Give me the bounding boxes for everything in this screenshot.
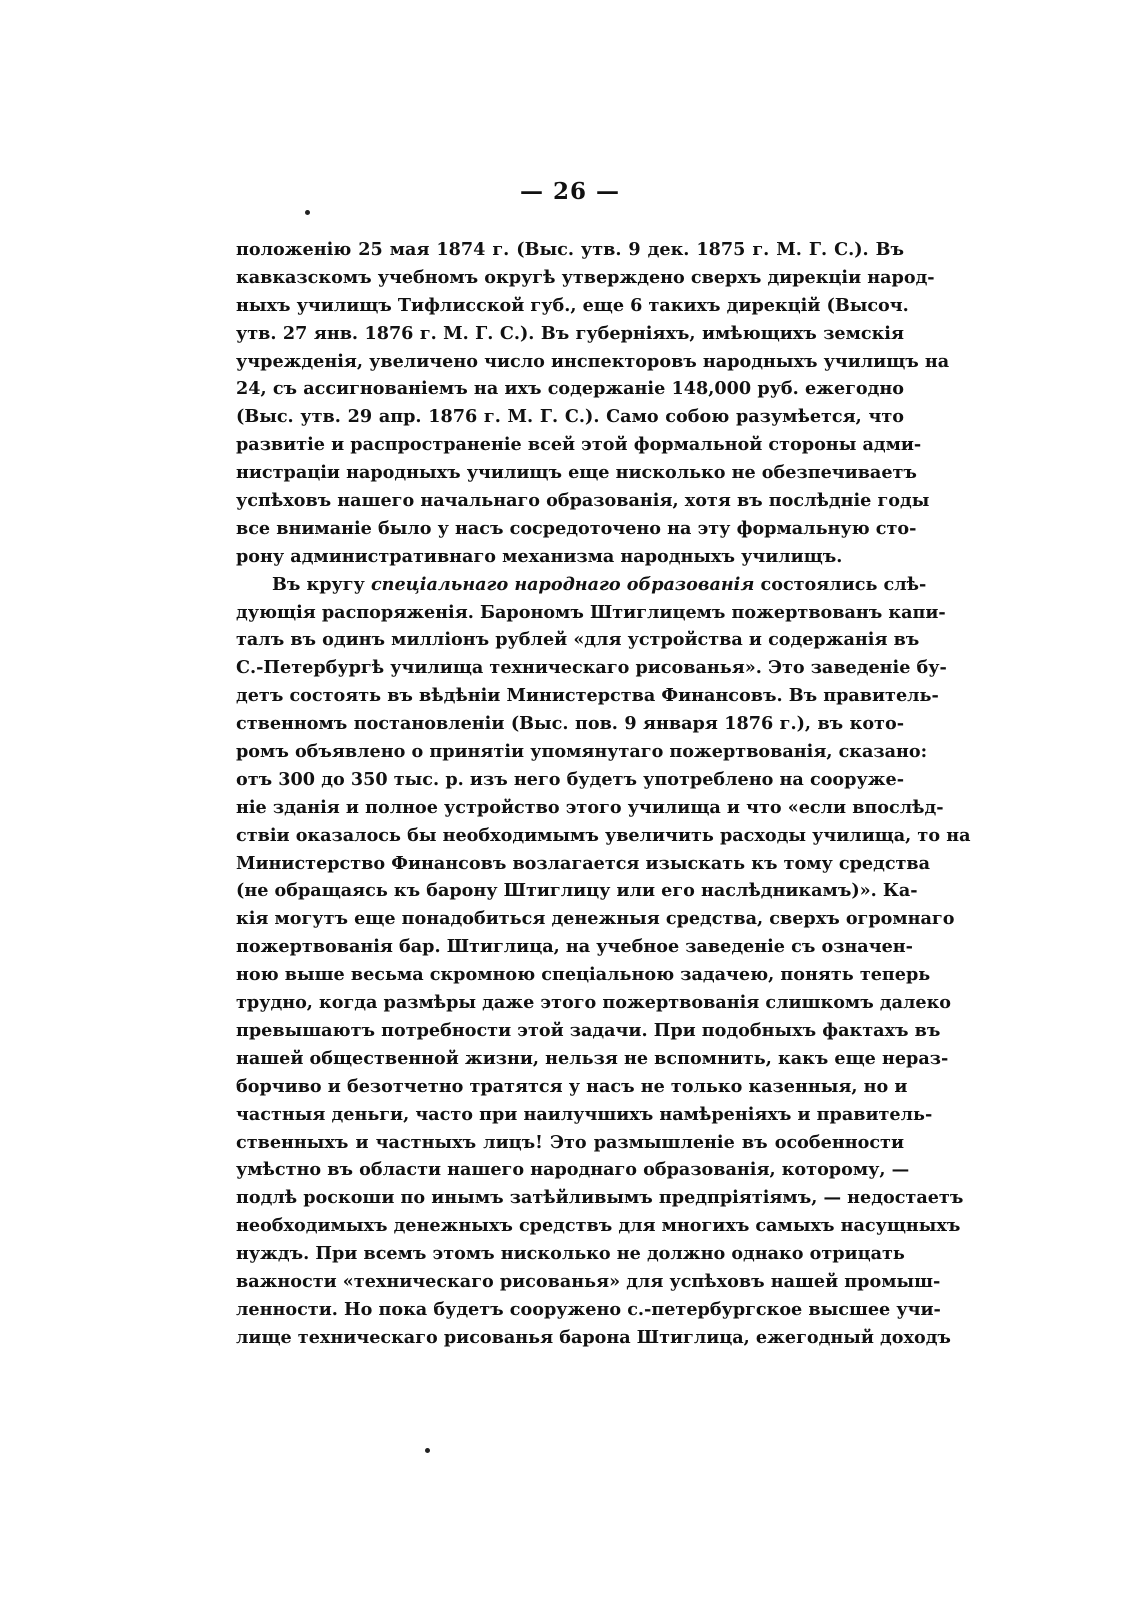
text-line: кія могутъ еще понадобиться денежныя средства, сверхъ огромнаго — [236, 908, 955, 930]
text-line: необходимыхъ денежныхъ средствъ для многихъ самыхъ насущныхъ — [236, 1215, 961, 1237]
text-line: ственномъ постановленіи (Выс. пов. 9 января 1876 г.), въ кото- — [236, 713, 904, 735]
text-line: подлѣ роскоши по инымъ затѣйливымъ предпріятіямъ, — недостаетъ — [236, 1187, 964, 1209]
text-line: утв. 27 янв. 1876 г. М. Г. С.). Въ губерніяхъ, имѣющихъ земскія — [236, 322, 904, 344]
print-speck — [425, 1448, 430, 1453]
text-line: лище техническаго рисованья барона Штиглица, ежегодный доходъ — [236, 1326, 951, 1348]
paragraph — [236, 571, 971, 1352]
text-line: ствіи оказалось бы необходимымъ увеличить расходы училища, то на — [236, 824, 971, 846]
text-line: талъ въ одинъ милліонъ рублей «для устройства и содержанія въ — [236, 629, 920, 651]
text-line: С.-Петербургѣ училища техническаго рисованья». Это заведеніе бу- — [236, 657, 947, 679]
text-line: частныя деньги, часто при наилучшихъ намѣреніяхъ и правитель- — [236, 1103, 933, 1125]
text-line: положенію 25 мая 1874 г. (Выс. утв. 9 дек. 1875 г. М. Г. С.). Въ — [236, 239, 904, 260]
text-line: важности «техническаго рисованья» для успѣховъ нашей промыш- — [236, 1270, 941, 1292]
text-line: борчиво и безотчетно тратятся у насъ не только казенныя, но и — [236, 1075, 908, 1097]
text-line: пожертвованія бар. Штиглица, на учебное заведеніе съ означен- — [236, 936, 913, 958]
text-line: нистраціи народныхъ училищъ еще нисколько не обезпечиваетъ — [236, 462, 917, 484]
page-number: — 26 — — [519, 178, 621, 205]
text-line: (Выс. утв. 29 апр. 1876 г. М. Г. С.). Само собою разумѣется, что — [236, 406, 904, 428]
text-line: нуждъ. При всемъ этомъ нисколько не должно однако отрицать — [236, 1243, 905, 1265]
text-line: (не обращаясь къ барону Штиглицу или его наслѣдникамъ)». Ка- — [236, 880, 918, 902]
text-line: ныхъ училищъ Тифлисской губ., еще 6 такихъ дирекцій (Высоч. — [236, 294, 909, 316]
text-span: Въ кругу — [272, 573, 371, 595]
text-line: ственныхъ и частныхъ лицъ! Это размышленіе въ особенности — [236, 1131, 904, 1153]
text-line: кавказскомъ учебномъ округѣ утверждено сверхъ дирекціи народ- — [236, 266, 935, 288]
body-text — [236, 236, 971, 1352]
text-line: все вниманіе было у насъ сосредоточено на эту формальную сто- — [236, 517, 917, 539]
text-span: состоялись слѣ- — [754, 573, 927, 595]
text-line: детъ состоять въ вѣдѣніи Министерства Финансовъ. Въ правитель- — [236, 685, 939, 707]
text-line: умѣстно въ области нашего народнаго образованія, которому, — — [236, 1159, 910, 1181]
text-line: успѣховъ нашего начальнаго образованія, хотя въ послѣдніе годы — [236, 490, 930, 512]
text-line: Министерство Финансовъ возлагается изыскать къ тому средства — [236, 852, 931, 874]
text-line: ромъ объявлено о принятіи упомянутаго пожертвованія, сказано: — [236, 741, 928, 763]
text-line: нашей общественной жизни, нельзя не вспомнить, какъ еще нераз- — [236, 1047, 949, 1069]
text-line: ленности. Но пока будетъ сооружено с.-петербургское высшее учи- — [236, 1298, 941, 1320]
paragraph — [236, 236, 950, 571]
text-line: учрежденія, увеличено число инспекторовъ народныхъ училищъ на — [236, 350, 950, 372]
text-line: 24, съ ассигнованіемъ на ихъ содержаніе 148,000 руб. ежегодно — [236, 378, 904, 400]
text-line: трудно, когда размѣры даже этого пожертвованія слишкомъ далеко — [236, 992, 952, 1014]
text-line: дующія распоряженія. Барономъ Штиглицемъ пожертвованъ капи- — [236, 601, 946, 623]
italic-phrase: спеціальнаго народнаго образованія — [370, 573, 755, 595]
text-line — [236, 571, 927, 599]
text-line: ною выше весьма скромною спеціальною задачею, понять теперь — [236, 964, 931, 986]
text-line: развитіе и распространеніе всей этой формальной стороны адми- — [236, 434, 922, 456]
text-line: ніе зданія и полное устройство этого училища и что «если впослѣд- — [236, 796, 944, 818]
text-line: отъ 300 до 350 тыс. р. изъ него будетъ употреблено на сооруже- — [236, 768, 904, 790]
print-speck — [305, 210, 310, 215]
text-line: превышаютъ потребности этой задачи. При подобныхъ фактахъ въ — [236, 1019, 941, 1041]
text-line: рону административнаго механизма народныхъ училищъ. — [236, 545, 843, 567]
